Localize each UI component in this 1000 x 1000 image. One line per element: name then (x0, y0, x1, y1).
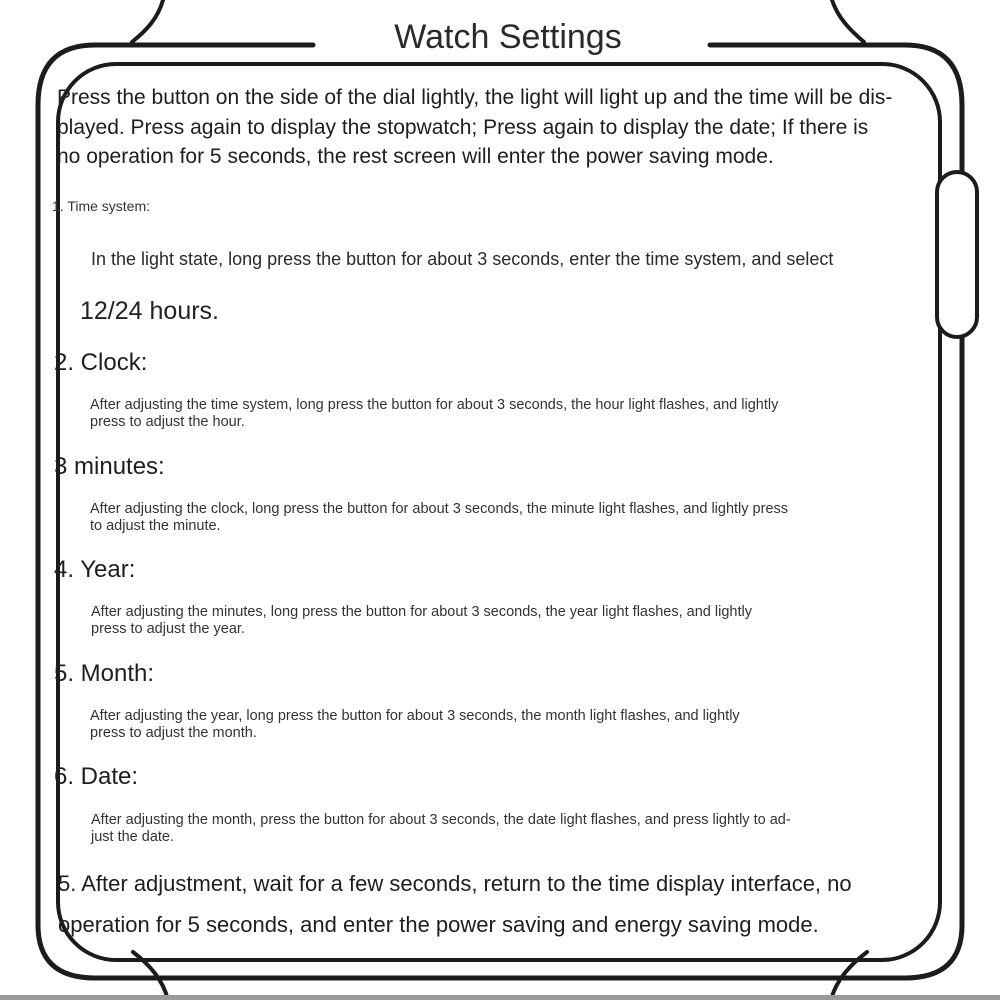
clock-instruction-line: press to adjust the hour. (90, 414, 245, 430)
clock-instruction-line: After adjusting the time system, long press the button for about 3 seconds, the hour light flashes, and lightly (90, 397, 779, 413)
section-heading-clock: 2. Clock: (54, 349, 148, 376)
bottom-edge-shade (0, 995, 1000, 1000)
final-note-line: operation for 5 seconds, and enter the power saving and energy saving mode. (58, 912, 819, 937)
intro-line: played. Press again to display the stopwatch; Press again to display the date; If there is (57, 116, 869, 139)
section-heading-time-system: 1. Time system: (52, 198, 151, 214)
year-instruction-line: press to adjust the year. (91, 621, 245, 637)
date-instruction-line: After adjusting the month, press the button for about 3 seconds, the date light flashes, and press lightly to ad- (91, 812, 791, 828)
intro-line: no operation for 5 seconds, the rest screen will enter the power saving mode. (57, 145, 774, 168)
case-outer-left (38, 45, 95, 978)
section-heading-date: 6. Date: (54, 763, 139, 790)
date-instruction-line: just the date. (91, 829, 175, 845)
minutes-instruction-line: After adjusting the clock, long press the button for about 3 seconds, the minute light flashes, and lightly press (90, 501, 789, 517)
time-system-instruction: In the light state, long press the button for about 3 seconds, enter the time system, and select (91, 249, 834, 269)
year-instruction-line: After adjusting the minutes, long press the button for about 3 seconds, the year light flashes, and lightly (91, 604, 752, 620)
section-heading-month: 5. Month: (54, 660, 155, 687)
page-title: Watch Settings (394, 18, 622, 56)
time-system-hours: 12/24 hours. (80, 297, 219, 325)
crown-button (937, 172, 977, 337)
section-heading-minutes: 3 minutes: (54, 453, 165, 480)
month-instruction-line: After adjusting the year, long press the button for about 3 seconds, the month light flashes, and lightly (90, 708, 740, 724)
intro-line: Press the button on the side of the dial lightly, the light will light up and the time will be dis- (57, 86, 893, 109)
section-heading-year: 4. Year: (54, 556, 136, 583)
month-instruction-line: press to adjust the month. (90, 725, 257, 741)
minutes-instruction-line: to adjust the minute. (90, 518, 221, 534)
final-note-line: 5. After adjustment, wait for a few seconds, return to the time display interface, no (58, 871, 852, 896)
